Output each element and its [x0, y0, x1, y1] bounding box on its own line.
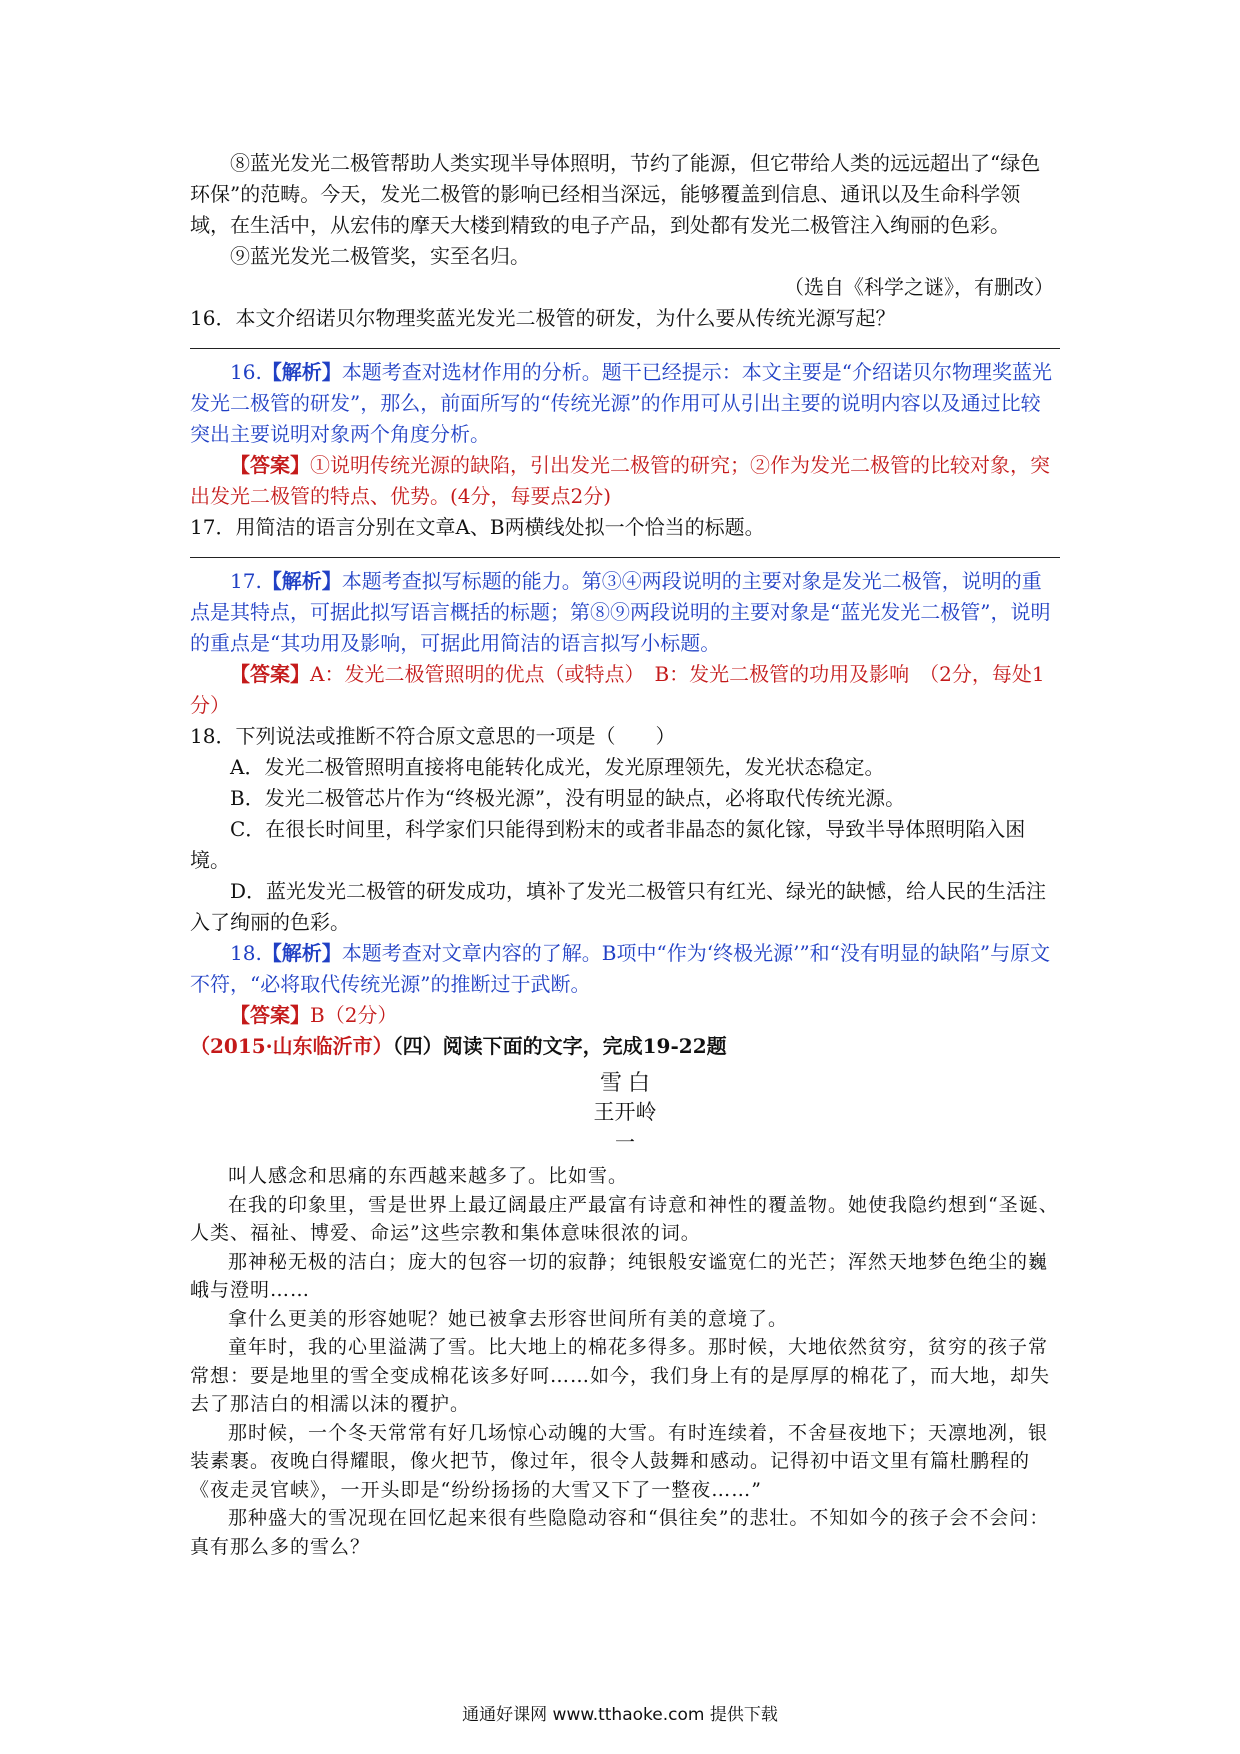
q16-answer-tag: 【答案】 — [230, 453, 310, 477]
passage-paragraph-8: ⑧蓝光发光二极管帮助人类实现半导体照明，节约了能源，但它带给人类的远远超出了“绿色环保”的范畴。今天，发光二极管的影响已经相当深远，能够覆盖到信息、通讯以及生命科学领域，在生活中，从宏伟的摩天大楼到精致的电子产品，到处都有发光二极管注入绚丽的色彩。 — [190, 151, 1041, 237]
q18-answer-text: B（2分） — [310, 1003, 398, 1027]
q16-analysis-tag: 【解析】 — [261, 360, 342, 384]
section-4-heading — [190, 1031, 1060, 1062]
q17-answer — [190, 659, 1060, 721]
article-paragraph: 童年时，我的心里溢满了雪。比大地上的棉花多得多。那时候，大地依然贫穷，贫穷的孩子常常想：要是地里的雪全变成棉花该多好呵……如今，我们身上有的是厚厚的棉花了，而大地，却失去了那洁白的相濡以沫的覆护。 — [190, 1336, 1051, 1415]
q16-analysis — [190, 357, 1060, 450]
article-section-number: 一 — [615, 1130, 635, 1154]
q18-option-d: D．蓝光发光二极管的研发成功，填补了发光二极管只有红光、绿光的缺憾，给人民的生活注入了绚丽的色彩。 — [190, 879, 1047, 934]
q17-analysis — [190, 566, 1060, 659]
question-17: 17．用简洁的语言分别在文章A、B两横线处拟一个恰当的标题。 — [190, 515, 765, 539]
article-title: 雪 白 — [599, 1070, 651, 1095]
q18-answer-tag: 【答案】 — [230, 1003, 310, 1027]
q16-analysis-number: 16. — [230, 360, 262, 384]
article-author: 王开岭 — [593, 1101, 657, 1124]
passage-paragraph-9: ⑨蓝光发光二极管奖，实至名归。 — [230, 244, 530, 268]
q16-analysis-text: 本题考查对选材作用的分析。题干已经提示：本文主要是“介绍诺贝尔物理奖蓝光发光二极管的研发”，那么，前面所写的“传统光源”的作用可从引出主要的说明内容以及通过比较突出主要说明对象两个角度分析。 — [190, 360, 1053, 446]
q17-analysis-tag: 【解析】 — [261, 569, 342, 593]
page-footer: 通通好课网 www.tthaoke.com 提供下载 — [462, 1705, 778, 1725]
q16-answer — [190, 450, 1060, 512]
article-paragraph: 叫人感念和思痛的东西越来越多了。比如雪。 — [228, 1165, 629, 1187]
article-paragraph: 那时候，一个冬天常常有好几场惊心动魄的大雪。有时连续着，不舍昼夜地下；天凛地冽，银装素裹。夜晚白得耀眼，像火把节，像过年，很令人鼓舞和感动。记得初中语文里有篇杜鹏程的《夜走灵官峡》，一开头即是“纷纷扬扬的大雪又下了一整夜……” — [190, 1421, 1049, 1501]
q17-analysis-text: 本题考查拟写标题的能力。第③④两段说明的主要对象是发光二极管，说明的重点是其特点，可据此拟写语言概括的标题；第⑧⑨两段说明的主要对象是“蓝光发光二极管”，说明的重点是“其功用及影响，可据此用简洁的语言拟写小标题。 — [190, 569, 1051, 655]
q16-answer-text: ①说明传统光源的缺陷，引出发光二极管的研究；②作为发光二极管的比较对象，突出发光二极管的特点、优势。(4分，每要点2分) — [190, 453, 1050, 508]
page-content — [190, 148, 1060, 1561]
q18-analysis — [190, 938, 1060, 1000]
article-body — [190, 1162, 1060, 1561]
q18-analysis-tag: 【解析】 — [261, 941, 342, 965]
q17-answer-text: A：发光二极管照明的优点（或特点） B：发光二极管的功用及影响 （2分，每处1分） — [190, 662, 1045, 717]
answer-line — [190, 348, 1060, 349]
section-4-source: （2015·山东临沂市） — [190, 1034, 393, 1058]
q17-answer-tag: 【答案】 — [230, 662, 310, 686]
article-paragraph: 那种盛大的雪况现在回忆起来很有些隐隐动容和“俱往矣”的悲壮。不知如今的孩子会不会问：真有那么多的雪么？ — [190, 1507, 1050, 1558]
q18-answer — [190, 1000, 1060, 1031]
section-4-instruction: （四）阅读下面的文字，完成19-22题 — [392, 1034, 727, 1058]
question-16: 16．本文介绍诺贝尔物理奖蓝光发光二极管的研发，为什么要从传统光源写起？ — [190, 306, 896, 330]
q18-option-b: B．发光二极管芯片作为“终极光源”，没有明显的缺点，必将取代传统光源。 — [230, 786, 906, 810]
article-paragraph: 在我的印象里，雪是世界上最辽阔最庄严最富有诗意和神性的覆盖物。她使我隐约想到“圣诞、人类、福祉、博爱、命运”这些宗教和集体意味很浓的词。 — [190, 1193, 1059, 1244]
q18-analysis-number: 18. — [230, 941, 262, 965]
passage-source: （选自《科学之谜》，有删改） — [784, 275, 1054, 299]
answer-line — [190, 557, 1060, 558]
q18-option-a: A．发光二极管照明直接将电能转化成光，发光原理领先，发光状态稳定。 — [230, 755, 885, 779]
article-paragraph: 拿什么更美的形容她呢？她已被拿去形容世间所有美的意境了。 — [228, 1307, 789, 1330]
q18-option-c: C．在很长时间里，科学家们只能得到粉末的或者非晶态的氮化镓，导致半导体照明陷入困境。 — [190, 817, 1026, 872]
q17-analysis-number: 17. — [230, 569, 262, 593]
q18-analysis-text: 本题考查对文章内容的了解。B项中“作为‘终极光源’”和“没有明显的缺陷”与原文不符，“必将取代传统光源”的推断过于武断。 — [190, 941, 1051, 996]
question-18: 18．下列说法或推断不符合原文意思的一项是（ ） — [190, 724, 676, 748]
article-paragraph: 那神秘无极的洁白；庞大的包容一切的寂静；纯银般安谧宽仁的光芒；浑然天地梦色绝尘的巍峨与澄明…… — [190, 1250, 1049, 1301]
